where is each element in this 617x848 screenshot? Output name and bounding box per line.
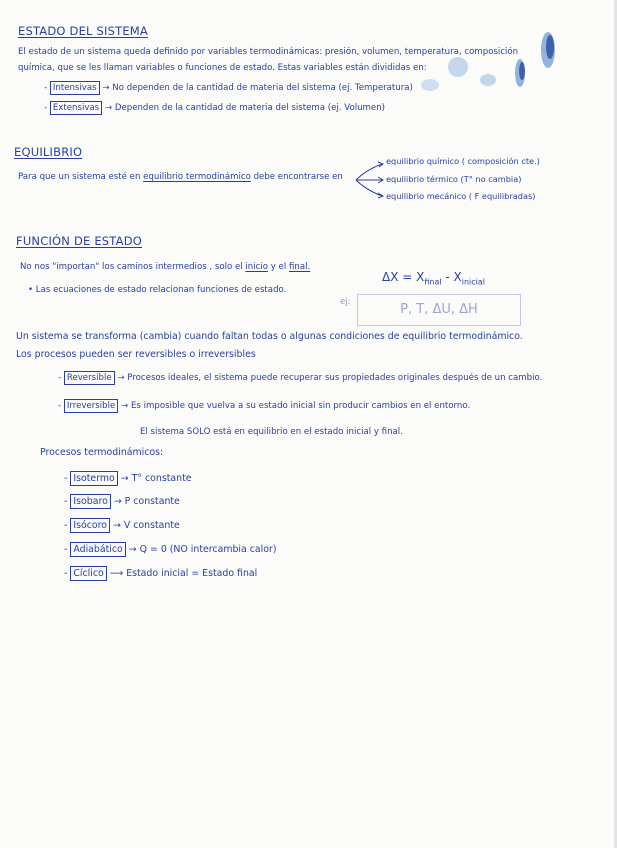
proceso-adiabatico: - Adiabático → Q = 0 (NO intercambia calor) — [64, 544, 277, 555]
tag-box: Irreversible — [64, 399, 118, 413]
section-title-estado: ESTADO DEL SISTEMA — [18, 24, 148, 38]
transforma-line: Un sistema se transforma (cambia) cuando faltan todas o algunas condiciones de equilibrio termodinámico. — [16, 331, 523, 342]
proceso-isotermo: - Isotermo → T° constante — [64, 473, 192, 484]
procesos-title: Procesos termodinámicos: — [40, 447, 164, 458]
tag-box: Isotermo — [70, 471, 117, 486]
tag-box: Cíclico — [70, 566, 106, 581]
proceso-isobaro: - Isobaro → P constante — [64, 496, 180, 507]
tag-box: Isobaro — [70, 494, 110, 509]
paragraph-line: química, que se les llaman variables o funciones de estado. Estas variables están divididas en: — [18, 63, 427, 73]
paragraph-line: El estado de un sistema queda definido por variables termodinámicas: presión, volumen, temperatura, composición — [18, 47, 519, 57]
section-title-funcion: FUNCIÓN DE ESTADO — [16, 234, 143, 248]
equilibrio-termico: equilibrio térmico (T° no cambia) — [386, 174, 522, 184]
irreversible-note: El sistema SOLO está en equilibrio en el estado inicial y final. — [140, 427, 403, 437]
equilibrio-quimico: equilibrio químico ( composición cte.) — [386, 156, 540, 166]
bullet-irreversible: - Irreversible → Es imposible que vuelva a su estado inicial sin producir cambios en el entorno. — [58, 401, 471, 411]
proceso-isocoro: - Isócoro → V constante — [64, 520, 180, 531]
branch-arrows — [354, 158, 388, 202]
proceso-ciclico: - Cíclico ⟶ Estado inicial = Estado final — [64, 568, 258, 579]
section-title-equilibrio: EQUILIBRIO — [14, 145, 83, 159]
procesos-line: Los procesos pueden ser reversibles o irreversibles — [16, 349, 256, 360]
ink-smudge — [400, 25, 600, 115]
tag-box: Extensivas — [50, 101, 102, 115]
funcion-line-1: No nos "importan" los caminos intermedios , solo el inicio y el final. — [20, 262, 311, 272]
equilibrio-sentence: Para que un sistema esté en equilibrio termodinámico debe encontrarse en — [18, 172, 343, 182]
tag-box: Intensivas — [50, 81, 100, 95]
tag-box: Adiabático — [70, 542, 125, 557]
ej-label: ej: — [340, 297, 351, 307]
bullet-intensivas: - Intensivas → No dependen de la cantidad de materia del sistema (ej. Temperatura) — [44, 83, 413, 93]
bullet-reversible: - Reversible → Procesos ideales, el sistema puede recuperar sus propiedades originales después de un cambio. — [58, 373, 543, 383]
tag-box: Reversible — [64, 371, 115, 385]
equilibrio-mecanico: equilibrio mecánico ( F equilibradas) — [386, 191, 536, 201]
tag-box: Isócoro — [70, 518, 110, 533]
delta-equation: $\Delta X = X_{final} - X_{inicial}$ — [382, 270, 486, 287]
funcion-line-2: • Las ecuaciones de estado relacionan funciones de estado. — [28, 285, 287, 295]
bullet-extensivas: - Extensivas → Dependen de la cantidad de materia del sistema (ej. Volumen) — [44, 103, 385, 113]
example-box: P, T, ΔU, ΔH — [357, 294, 521, 326]
